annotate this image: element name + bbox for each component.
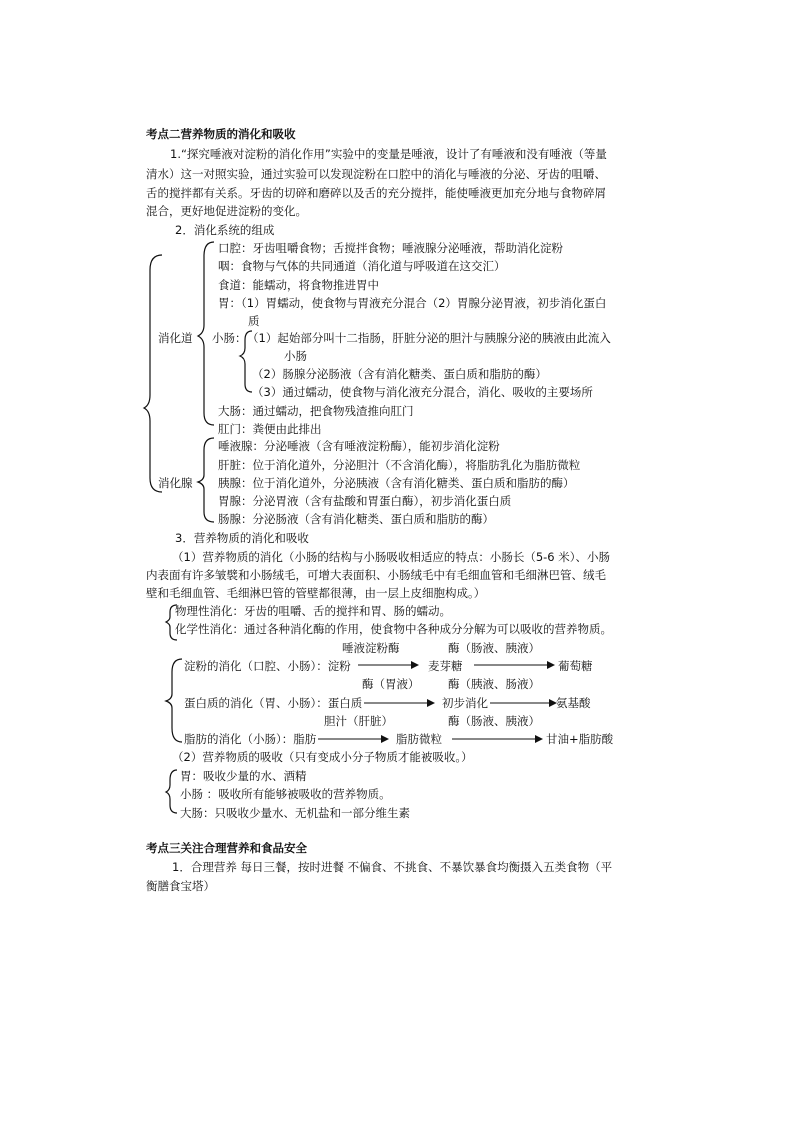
paragraph-line: 内表面有许多皱襞和小肠绒毛，可增大表面积、小肠绒毛中有毛细血管和毛细淋巴管、绒毛 bbox=[146, 568, 606, 582]
chemical-digestion: 化学性消化：通过各种消化酶的作用，使食物中各种成分分解为可以吸收的营养物质。 bbox=[175, 622, 612, 636]
absorption-item: 小肠 ：吸收所有能够被吸收的营养物质。 bbox=[180, 787, 391, 801]
paragraph-line: 清水）这一对照实验，通过实验可以发现淀粉在口腔中的消化与唾液的分泌、牙齿的咀嚼、 bbox=[146, 167, 606, 181]
gland-item: 胃腺：分泌胃液（含有盐酸和胃蛋白酶），初步消化蛋白质 bbox=[218, 494, 512, 508]
starch-enzyme-2: 酶（肠液、胰液） bbox=[448, 641, 540, 655]
small-intestine-1: （1）起始部分叫十二指肠，肝脏分泌的胆汁与胰腺分泌的胰液由此流入 bbox=[247, 331, 611, 345]
section-2-title: 考点二营养物质的消化和吸收 bbox=[146, 127, 296, 141]
starch-maltose: 麦芽糖 bbox=[428, 659, 463, 673]
brace-glands bbox=[198, 438, 214, 522]
gland-item: 唾液腺：分泌唾液（含有唾液淀粉酶），能初步消化淀粉 bbox=[218, 439, 500, 453]
starch-enzyme-4: 酶（胰液、肠液） bbox=[448, 677, 540, 691]
paragraph-line: 壁和毛细血管、毛细淋巴管的管壁都很薄，由一层上皮细胞构成。） bbox=[146, 586, 486, 600]
gland-item: 肝脏：位于消化道外，分泌胆汁（不含消化酶），将脂肪乳化为脂肪微粒 bbox=[218, 458, 581, 472]
fat-enzyme: 酶（肠液、胰液） bbox=[448, 714, 540, 728]
small-intestine-label: 小肠： bbox=[212, 331, 247, 345]
fat-label: 脂肪的消化（小肠）：脂肪 bbox=[184, 732, 317, 746]
starch-label: 淀粉的消化（口腔、小肠）：淀粉 bbox=[184, 659, 351, 673]
tract-stomach: 胃：（1）胃蠕动，使食物与胃液充分混合（2）胃腺分泌胃液，初步消化蛋白 bbox=[218, 296, 607, 310]
tract-mouth: 口腔：牙齿咀嚼食物；舌搅拌食物；唾液腺分泌唾液，帮助消化淀粉 bbox=[218, 241, 563, 255]
absorption-title: （2）营养物质的吸收（只有变成小分子物质才能被吸收。） bbox=[172, 750, 473, 764]
paragraph-line: 1．合理营养 每日三餐，按时进餐 不偏食、不挑食、不暴饮暴食均衡摄入五类食物（平 bbox=[172, 860, 613, 874]
starch-enzyme-3: 酶（胃液） bbox=[362, 677, 420, 691]
fat-bile: 胆汁（肝脏） bbox=[324, 714, 393, 728]
protein-amino-acid: 氨基酸 bbox=[556, 696, 591, 710]
small-intestine-3: （3）通过蠕动，使食物与消化液充分混合，消化、吸收的主要场所 bbox=[252, 385, 593, 399]
subheading-2: 2．消化系统的组成 bbox=[175, 223, 275, 237]
brace-nutrients bbox=[166, 659, 182, 742]
tract-stomach-cont: 质 bbox=[248, 314, 260, 328]
brace-absorption bbox=[166, 770, 177, 813]
tract-anus: 肛门：粪便由此排出 bbox=[218, 422, 322, 436]
tract-label: 消化道 bbox=[158, 331, 193, 345]
small-intestine-1-cont: 小肠 bbox=[284, 349, 307, 363]
subheading-3: 3．营养物质的消化和吸收 bbox=[175, 531, 309, 545]
physical-digestion: 物理性消化：牙齿的咀嚼、舌的搅拌和胃、肠的蠕动。 bbox=[175, 604, 451, 618]
small-intestine-2: （2）肠腺分泌肠液（含有消化糖类、蛋白质和脂肪的酶） bbox=[252, 367, 547, 381]
fat-droplets: 脂肪微粒 bbox=[396, 732, 442, 746]
protein-partial: 初步消化 bbox=[442, 696, 488, 710]
protein-label: 蛋白质的消化（胃、小肠）：蛋白质 bbox=[184, 696, 363, 710]
tract-large-intestine: 大肠：通过蠕动，把食物残渣推向肛门 bbox=[218, 404, 414, 418]
starch-glucose: 葡萄糖 bbox=[558, 659, 593, 673]
gland-item: 肠腺：分泌肠液（含有消化糖类、蛋白质和脂肪的酶） bbox=[218, 512, 494, 526]
paragraph-line: 衡膳食宝塔） bbox=[146, 879, 215, 893]
brace-system bbox=[144, 255, 162, 492]
paragraph-line: 1.“探究唾液对淀粉的消化作用”实验中的变量是唾液，设计了有唾液和没有唾液（等量 bbox=[170, 147, 607, 161]
absorption-item: 大肠：只吸收少量水、无机盐和一部分维生素 bbox=[180, 806, 410, 820]
fat-products: 甘油+脂肪酸 bbox=[546, 732, 614, 746]
gland-item: 胰腺：位于消化道外，分泌胰液（含有消化糖类、蛋白质和脂肪的酶） bbox=[218, 476, 575, 490]
tract-pharynx: 咽：食物与气体的共同通道（消化道与呼吸道在这交汇） bbox=[218, 259, 506, 273]
tract-esophagus: 食道：能蠕动，将食物推进胃中 bbox=[218, 278, 379, 292]
paragraph-line: （1）营养物质的消化（小肠的结构与小肠吸收相适应的特点：小肠长（5-6 米）、小肠 bbox=[172, 550, 611, 564]
paragraph-line: 舌的搅拌都有关系。牙齿的切碎和磨碎以及舌的充分搅拌，能使唾液更加充分地与食物碎屑 bbox=[146, 186, 606, 200]
section-3-title: 考点三关注合理营养和食品安全 bbox=[146, 841, 307, 855]
starch-enzyme-1: 唾液淀粉酶 bbox=[342, 641, 400, 655]
paragraph-line: 混合，更好地促进淀粉的变化。 bbox=[146, 204, 307, 218]
absorption-item: 胃：吸收少量的水、酒精 bbox=[180, 769, 307, 783]
gland-label: 消化腺 bbox=[158, 476, 193, 490]
